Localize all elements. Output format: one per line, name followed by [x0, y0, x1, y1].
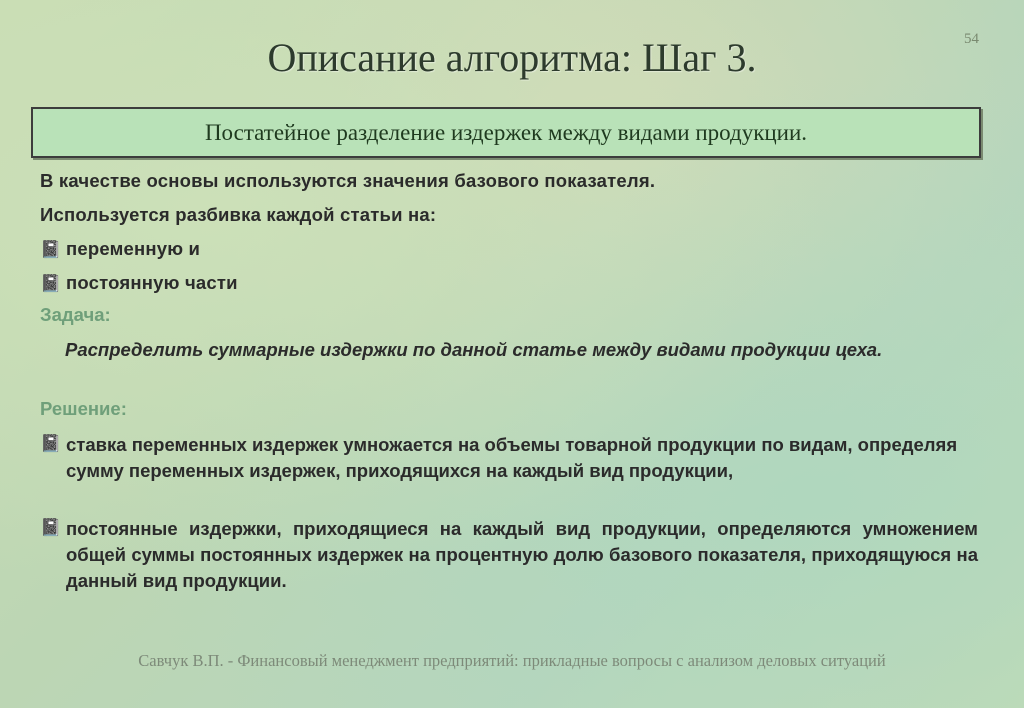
list-item-text: постоянную части [66, 272, 238, 293]
solution-item-text: ставка переменных издержек умножается на объемы товарной продукции по видам, определяя сумму переменных издержек, приходящихся на каждый вид продукции, [66, 434, 958, 481]
header-box [31, 107, 981, 158]
list-item [40, 238, 200, 262]
solution-item-text: постоянные издержки, приходящиеся на каждый вид продукции, определяются умножением общей суммы постоянных издержек на процентную долю базового показателя, приходящуюся на данный вид продукции. [66, 518, 978, 591]
notebook-icon: 📓 [40, 240, 62, 259]
notebook-icon: 📓 [40, 434, 62, 453]
task-text: Распределить суммарные издержки по данной статье между видами продукции цеха. [65, 339, 883, 360]
solution-label: Решение: [40, 398, 127, 419]
list-item [40, 272, 238, 296]
list-item [40, 432, 980, 484]
list-item-text: переменную и [66, 238, 201, 259]
footer-citation: Савчук В.П. - Финансовый менеджмент предприятий: прикладные вопросы с анализом деловых ситуаций [138, 651, 886, 670]
slide-title: Описание алгоритма: Шаг 3. [267, 35, 757, 80]
notebook-icon: 📓 [40, 274, 62, 293]
basis-line: В качестве основы используются значения базового показателя. [40, 170, 656, 191]
header-box-text: Постатейное разделение издержек между видами продукции. [204, 119, 808, 145]
list-item [40, 516, 980, 594]
page-number: 54 [964, 31, 979, 47]
split-line: Используется разбивка каждой статьи на: [40, 204, 437, 225]
notebook-icon: 📓 [40, 518, 62, 537]
task-label: Задача: [40, 304, 111, 325]
